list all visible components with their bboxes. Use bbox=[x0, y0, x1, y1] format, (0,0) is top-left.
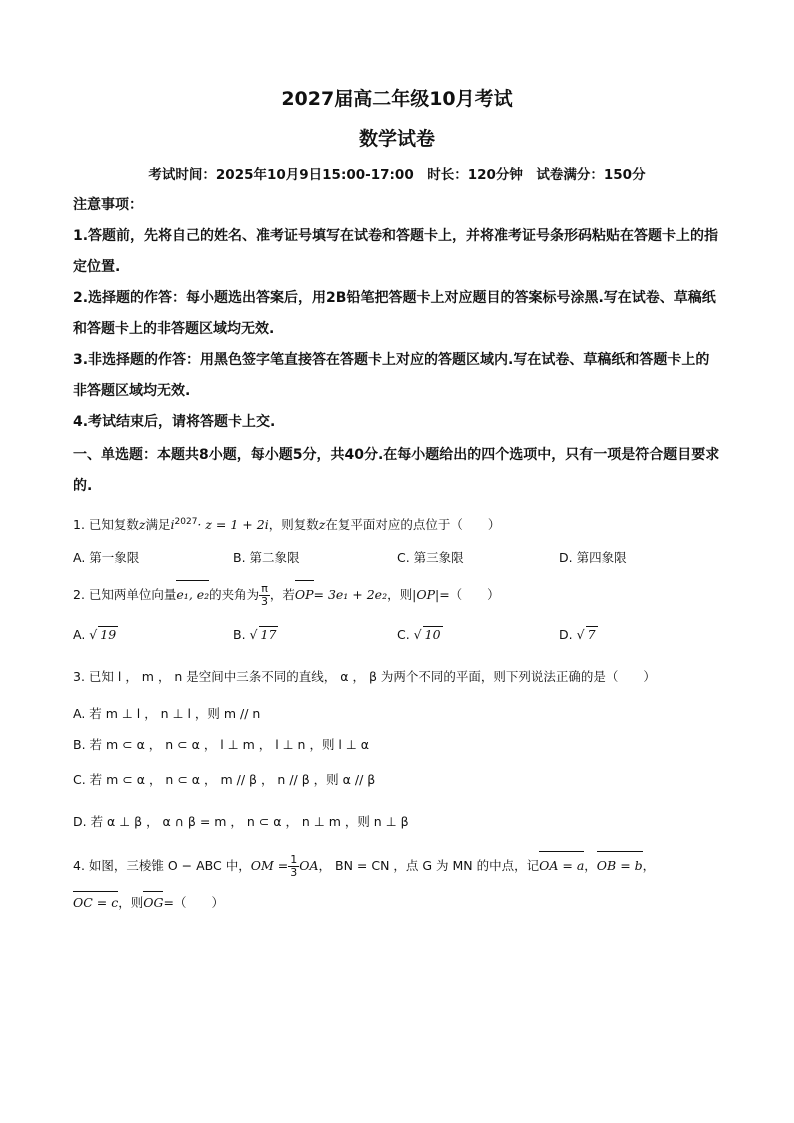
q2-if: ，若 bbox=[269, 587, 295, 602]
notice-item-4: 4.考试结束后，请将答题卡上交. bbox=[73, 414, 276, 430]
q4-tail: =（ ） bbox=[163, 895, 224, 910]
q2-then: ，则 bbox=[387, 587, 413, 602]
question-4-stem-line-1 bbox=[73, 853, 655, 879]
q4-frac-den: 3 bbox=[290, 866, 298, 879]
exam-meta-info: 考试时间：2025年10月9日15:00-17:00 时长：120分钟 试卷满分：150分 bbox=[148, 167, 646, 183]
question-1-stem bbox=[73, 512, 500, 535]
notice-item-3: 3.非选择题的作答：用黑色签字笔直接答在答题卡上对应的答题区域内.写在试卷、草稿纸和答题卡上的非答题区域均无效. bbox=[73, 352, 710, 399]
q4-om: OM = bbox=[250, 858, 289, 873]
q2-option-a: A. √ 19 bbox=[73, 627, 117, 642]
q2-option-a-label: A. bbox=[73, 627, 86, 642]
q2-angle-fraction bbox=[259, 583, 270, 608]
q3-option-b: B. 若 m ⊂ α ， n ⊂ α ， l ⊥ m ， l ⊥ n ，则 l ⊥ α bbox=[73, 737, 369, 752]
q1-expr-rest: · z = 1 + 2i bbox=[197, 517, 269, 533]
q4-part2: ， BN = CN ，点 G 为 MN 的中点，记 bbox=[318, 858, 540, 873]
q2-option-d: D. √ 7 bbox=[559, 627, 596, 642]
exam-subject-title: 数学试卷 bbox=[358, 128, 435, 150]
q3-option-d: D. 若 α ⊥ β ， α ∩ β = m ， n ⊂ α ， n ⊥ m ，则 n ⊥ β bbox=[73, 814, 409, 829]
q2-tail: =（ ） bbox=[439, 587, 500, 602]
q2-option-b: B. √ 17 bbox=[233, 627, 277, 642]
q4-frac-num: 1 bbox=[290, 853, 298, 866]
notice-item-1: 1.答题前，先将自己的姓名、准考证号填写在试卷和答题卡上，并将准考证号条形码粘贴在答题卡上的指定位置. bbox=[73, 228, 719, 275]
q1-option-b: B. 第二象限 bbox=[233, 550, 300, 565]
q4-vector-a: OA = a bbox=[539, 853, 584, 879]
q1-expr-base: i bbox=[170, 517, 175, 533]
notice-heading: 注意事项： bbox=[73, 197, 143, 213]
q2-option-d-root: 7 bbox=[587, 627, 596, 642]
q4-vector-b: OB = b bbox=[597, 853, 643, 879]
q1-option-c: C. 第三象限 bbox=[397, 550, 464, 565]
q2-prefix: 2. 已知两单位向量 bbox=[73, 587, 177, 602]
q2-option-d-label: D. bbox=[559, 627, 573, 642]
q3-option-a: A. 若 m ⊥ l ， n ⊥ l ，则 m // n bbox=[73, 706, 261, 721]
exam-title: 2027届高二年级10月考试 bbox=[281, 88, 513, 110]
q4-part1: 4. 如图，三棱锥 O − ABC 中， bbox=[73, 858, 251, 873]
q1-option-d: D. 第四象限 bbox=[559, 550, 627, 565]
q2-option-b-root: 17 bbox=[260, 627, 277, 642]
q4-vector-c: OC = c bbox=[73, 893, 118, 913]
q1-expr-exp: 2027 bbox=[174, 517, 198, 527]
q2-frac-num: π bbox=[261, 582, 268, 595]
question-4-stem-line-2 bbox=[73, 893, 224, 913]
notice-item-2: 2.选择题的作答：每小题选出答案后，用2B铅笔把答题卡上对应题目的答案标号涂黑.写在试卷、草稿纸和答题卡上的非答题区域均无效. bbox=[73, 290, 716, 337]
q2-equation: = 3e₁ + 2e₂ bbox=[313, 587, 388, 602]
q2-mid: 的夹角为 bbox=[209, 587, 260, 602]
question-2-stem bbox=[73, 582, 500, 608]
q4-end1: ， bbox=[642, 858, 656, 873]
q1-z: z bbox=[138, 517, 146, 533]
q4-fraction bbox=[288, 854, 299, 879]
q1-tail: ，则复数 bbox=[268, 517, 319, 533]
q2-frac-den: 3 bbox=[261, 595, 268, 608]
q2-option-c-root: 10 bbox=[424, 627, 441, 642]
q1-option-a: A. 第一象限 bbox=[73, 550, 140, 565]
q2-option-c: C. √ 10 bbox=[397, 627, 441, 642]
q2-abs-op: |OP| bbox=[412, 587, 440, 602]
q2-option-a-root: 19 bbox=[100, 627, 117, 642]
q2-vector-op: OP bbox=[295, 582, 314, 608]
section-1-heading: 一、单选题：本题共8小题，每小题5分，共40分.在每小题给出的四个选项中，只有一项是符合题目要求的. bbox=[73, 447, 720, 494]
q4-oa: OA bbox=[299, 858, 319, 873]
q2-option-b-label: B. bbox=[233, 627, 246, 642]
q2-unit-vectors: e₁, e₂ bbox=[176, 582, 209, 608]
q2-option-c-label: C. bbox=[397, 627, 410, 642]
q1-z2: z bbox=[318, 517, 326, 533]
q4-then: ，则 bbox=[118, 895, 144, 910]
q1-mid: 满足 bbox=[145, 517, 171, 533]
q4-sep: ， bbox=[584, 858, 597, 873]
q3-option-c: C. 若 m ⊂ α ， n ⊂ α ， m // β ， n // β ，则 α // β bbox=[73, 772, 376, 787]
q1-prefix: 1. 已知复数 bbox=[73, 517, 139, 533]
q1-tail2: 在复平面对应的点位于（ ） bbox=[325, 517, 501, 533]
q4-vector-og: OG bbox=[143, 893, 163, 913]
question-3-stem: 3. 已知 l ， m ， n 是空间中三条不同的直线， α ， β 为两个不同的平面，则下列说法正确的是（ ） bbox=[73, 669, 656, 684]
